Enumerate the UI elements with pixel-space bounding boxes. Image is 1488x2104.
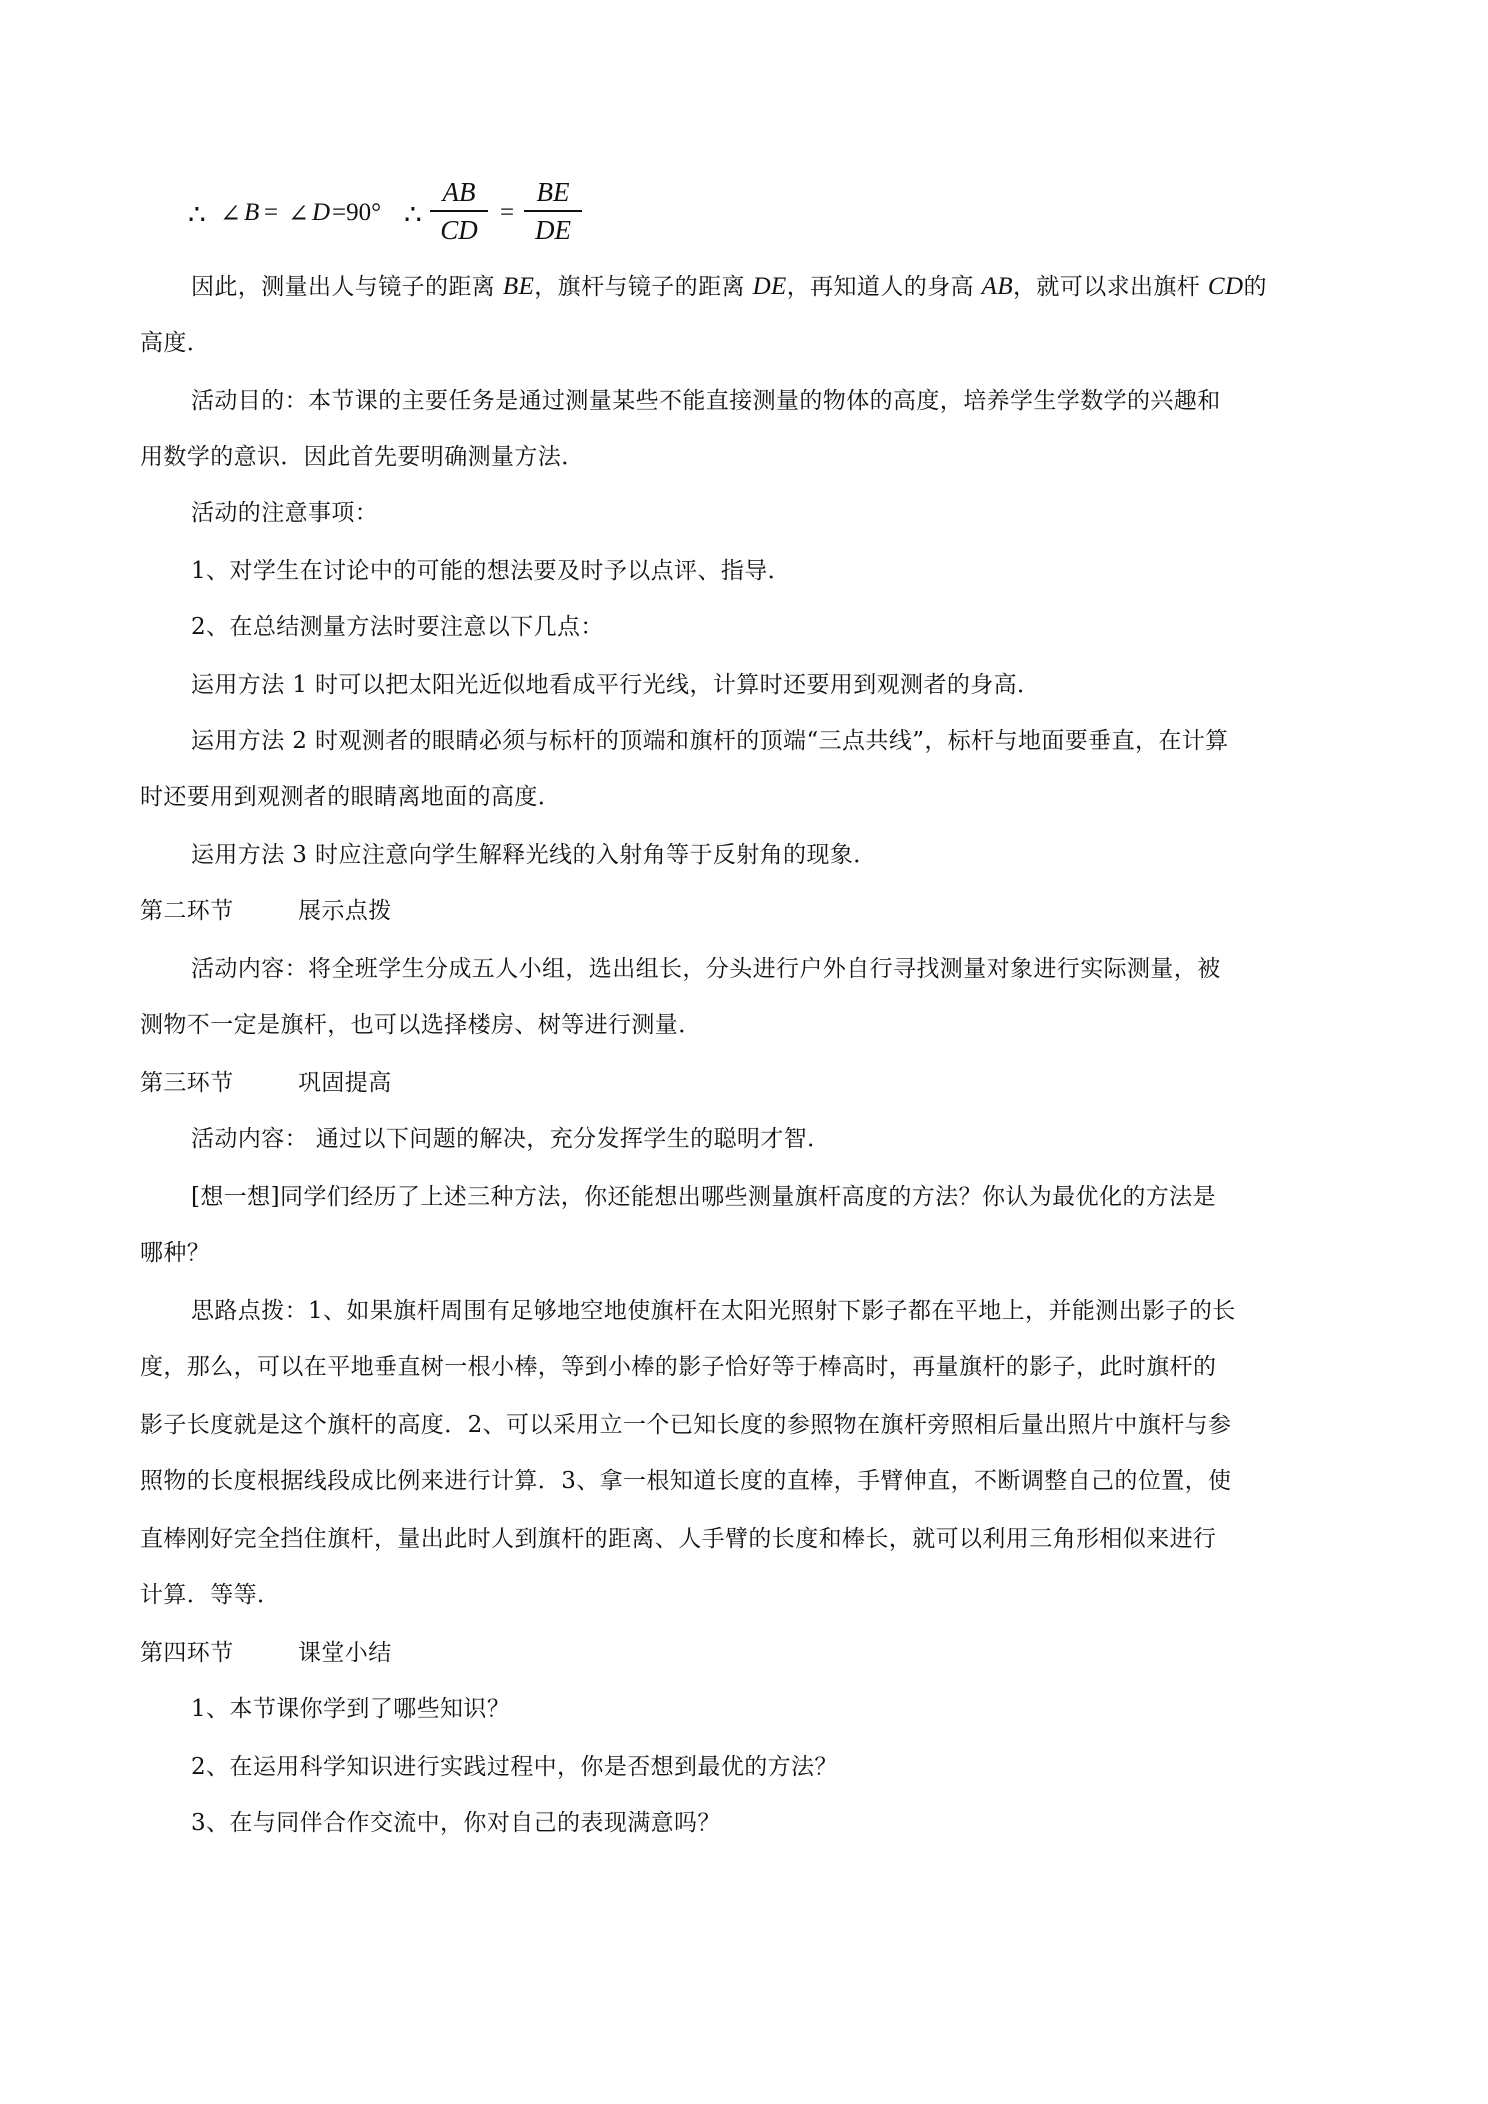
- fraction-bar: [430, 210, 488, 212]
- fraction-denominator: CD: [440, 215, 478, 245]
- section-title: 巩固提高: [298, 1070, 392, 1096]
- paragraph-line: 运用方法 1 时可以把太阳光近似地看成平行光线，计算时还要用到观测者的身高．: [191, 672, 1041, 698]
- section-label: 第四环节: [140, 1640, 234, 1666]
- right-angle-value: =90°: [332, 199, 382, 226]
- list-item: 2、在运用科学知识进行实践过程中，你是否想到最优的方法？: [191, 1754, 838, 1780]
- equals-sign: =: [500, 199, 515, 226]
- variable-be: BE: [502, 273, 535, 300]
- list-item: 1、本节课你学到了哪些知识？: [191, 1696, 511, 1722]
- paragraph-line: 运用方法 2 时观测者的眼睛必须与标杆的顶端和旗杆的顶端“三点共线”，标杆与地面要垂直，在计算: [191, 728, 1229, 754]
- variable-cd: CD: [1207, 273, 1244, 300]
- therefore-symbol: ∴: [188, 200, 206, 231]
- paragraph-line: 时还要用到观测者的眼睛离地面的高度．: [140, 784, 562, 810]
- fraction-be-over-de: [524, 176, 582, 246]
- paragraph-line: 活动内容：将全班学生分成五人小组，选出组长，分头进行户外自行寻找测量对象进行实际测量，被: [191, 956, 1221, 982]
- list-item: 1、对学生在讨论中的可能的想法要及时予以点评、指导．: [191, 558, 792, 584]
- paragraph-line: 度，那么，可以在平地垂直树一根小棒，等到小棒的影子恰好等于棒高时，再量旗杆的影子，此时旗杆的: [140, 1354, 1217, 1380]
- paragraph-line: 哪种？: [140, 1240, 211, 1266]
- paragraph-line: 用数学的意识．因此首先要明确测量方法．: [140, 444, 585, 470]
- variable-d: D: [312, 199, 331, 226]
- list-item: 2、在总结测量方法时要注意以下几点：: [191, 614, 604, 640]
- paragraph-line: 活动的注意事项：: [191, 500, 379, 526]
- paragraph-line: 计算．等等．: [140, 1582, 281, 1608]
- paragraph-line: 思路点拨：1、如果旗杆周围有足够地空地使旗杆在太阳光照射下影子都在平地上，并能测出影子的长: [191, 1298, 1236, 1324]
- paragraph-line: 高度．: [140, 330, 211, 356]
- section-title: 课堂小结: [298, 1640, 392, 1666]
- paragraph-line: 直棒刚好完全挡住旗杆，量出此时人到旗杆的距离、人手臂的长度和棒长，就可以利用三角形相似来进行: [140, 1526, 1217, 1552]
- angle-symbol: ∠: [220, 201, 241, 228]
- therefore-symbol: ∴: [404, 200, 422, 231]
- section-title: 展示点拨: [298, 898, 392, 924]
- paragraph-line: 因此，测量出人与镜子的距离 BE，旗杆与镜子的距离 DE，再知道人的身高 AB，就可以求出旗杆 CD的: [191, 273, 1267, 300]
- equals-sign: =: [264, 199, 279, 226]
- section-label: 第三环节: [140, 1070, 234, 1096]
- fraction-numerator: BE: [536, 177, 570, 207]
- variable-ab: AB: [981, 273, 1013, 300]
- paragraph-line: [想一想]同学们经历了上述三种方法，你还能想出哪些测量旗杆高度的方法？你认为最优化的方法是: [191, 1184, 1216, 1210]
- paragraph-line: 活动内容： 通过以下问题的解决，充分发挥学生的聪明才智．: [191, 1126, 831, 1152]
- angle-symbol: ∠: [288, 201, 309, 228]
- list-item: 3、在与同伴合作交流中，你对自己的表现满意吗？: [191, 1810, 721, 1836]
- paragraph-line: 活动目的：本节课的主要任务是通过测量某些不能直接测量的物体的高度，培养学生学数学的兴趣和: [191, 388, 1221, 414]
- paragraph-line: 测物不一定是旗杆，也可以选择楼房、树等进行测量．: [140, 1012, 702, 1038]
- section-label: 第二环节: [140, 898, 234, 924]
- fraction-denominator: DE: [535, 215, 571, 245]
- variable-b: B: [244, 199, 260, 226]
- variable-de: DE: [752, 273, 787, 300]
- paragraph-line: 影子长度就是这个旗杆的高度．2、可以采用立一个已知长度的参照物在旗杆旁照相后量出照片中旗杆与参: [140, 1412, 1232, 1438]
- fraction-ab-over-cd: [430, 176, 488, 246]
- fraction-bar: [524, 210, 582, 212]
- paragraph-line: 运用方法 3 时应注意向学生解释光线的入射角等于反射角的现象．: [191, 842, 877, 868]
- paragraph-line: 照物的长度根据线段成比例来进行计算．3、拿一根知道长度的直棒，手臂伸直，不断调整自己的位置，使: [140, 1468, 1232, 1494]
- fraction-numerator: AB: [442, 177, 476, 207]
